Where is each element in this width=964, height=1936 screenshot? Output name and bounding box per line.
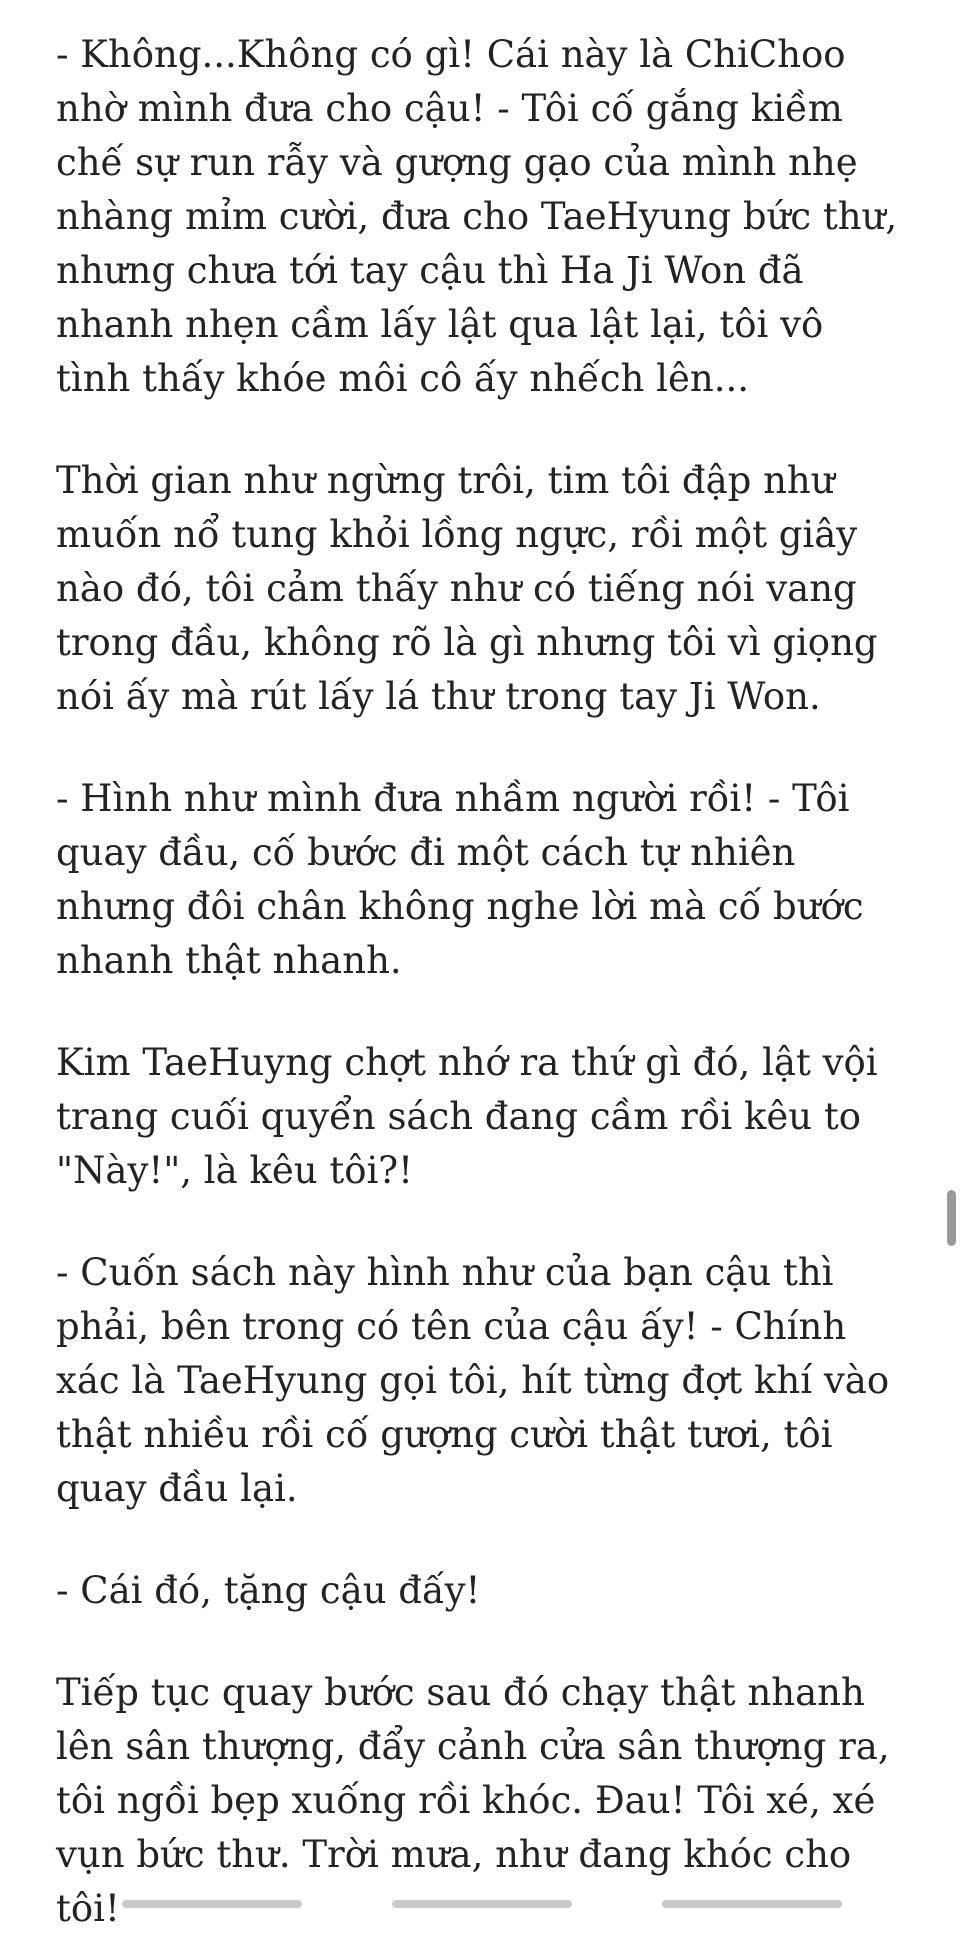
bottom-navigation-indicators — [0, 1900, 964, 1908]
paragraph: Kim TaeHuyng chợt nhớ ra thứ gì đó, lật vội trang cuối quyển sách đang cầm rồi kêu to "Này!", là kêu tôi?! — [56, 1041, 878, 1192]
nav-indicator-left[interactable] — [122, 1900, 302, 1908]
paragraph: Thời gian như ngừng trôi, tim tôi đập như muốn nổ tung khỏi lồng ngực, rồi một giây nào đó, tôi cảm thấy như có tiếng nói vang trong đầu, không rõ là gì nhưng tôi vì giọng nói ấy mà rút lấy lá thư trong tay Ji Won. — [56, 459, 878, 718]
paragraph: - Không...Không có gì! Cái này là ChiChoo nhờ mình đưa cho cậu! - Tôi cố gắng kiềm chế sự run rẫy và gượng gạo của mình nhẹ nhàng mỉm cười, đưa cho TaeHyung bức thư, nhưng chưa tới tay cậu thì Ha Ji Won đã nhanh nhẹn cầm lấy lật qua lật lại, tôi vô tình thấy khóe môi cô ấy nhếch lên... — [56, 33, 898, 400]
paragraph: - Hình như mình đưa nhầm người rồi! - Tôi quay đầu, cố bước đi một cách tự nhiên nhưng đôi chân không nghe lời mà cố bước nhanh thật nhanh. — [56, 777, 864, 982]
paragraph: - Cuốn sách này hình như của bạn cậu thì phải, bên trong có tên của cậu ấy! - Chính xác là TaeHyung gọi tôi, hít từng đợt khí vào thật nhiều rồi cố gượng cười thật tươi, tôi quay đầu lại. — [56, 1251, 890, 1510]
story-text — [56, 28, 906, 1936]
nav-indicator-right[interactable] — [662, 1900, 842, 1908]
scrollbar-thumb[interactable] — [947, 1190, 956, 1246]
nav-indicator-center[interactable] — [392, 1900, 572, 1908]
paragraph: - Cái đó, tặng cậu đấy! — [56, 1569, 481, 1612]
paragraph: Tiếp tục quay bước sau đó chạy thật nhanh lên sân thượng, đẩy cảnh cửa sân thượng ra, tôi ngồi bẹp xuống rồi khóc. Đau! Tôi xé, xé vụn bức thư. Trời mưa, như đang khóc cho tôi! — [56, 1671, 890, 1930]
